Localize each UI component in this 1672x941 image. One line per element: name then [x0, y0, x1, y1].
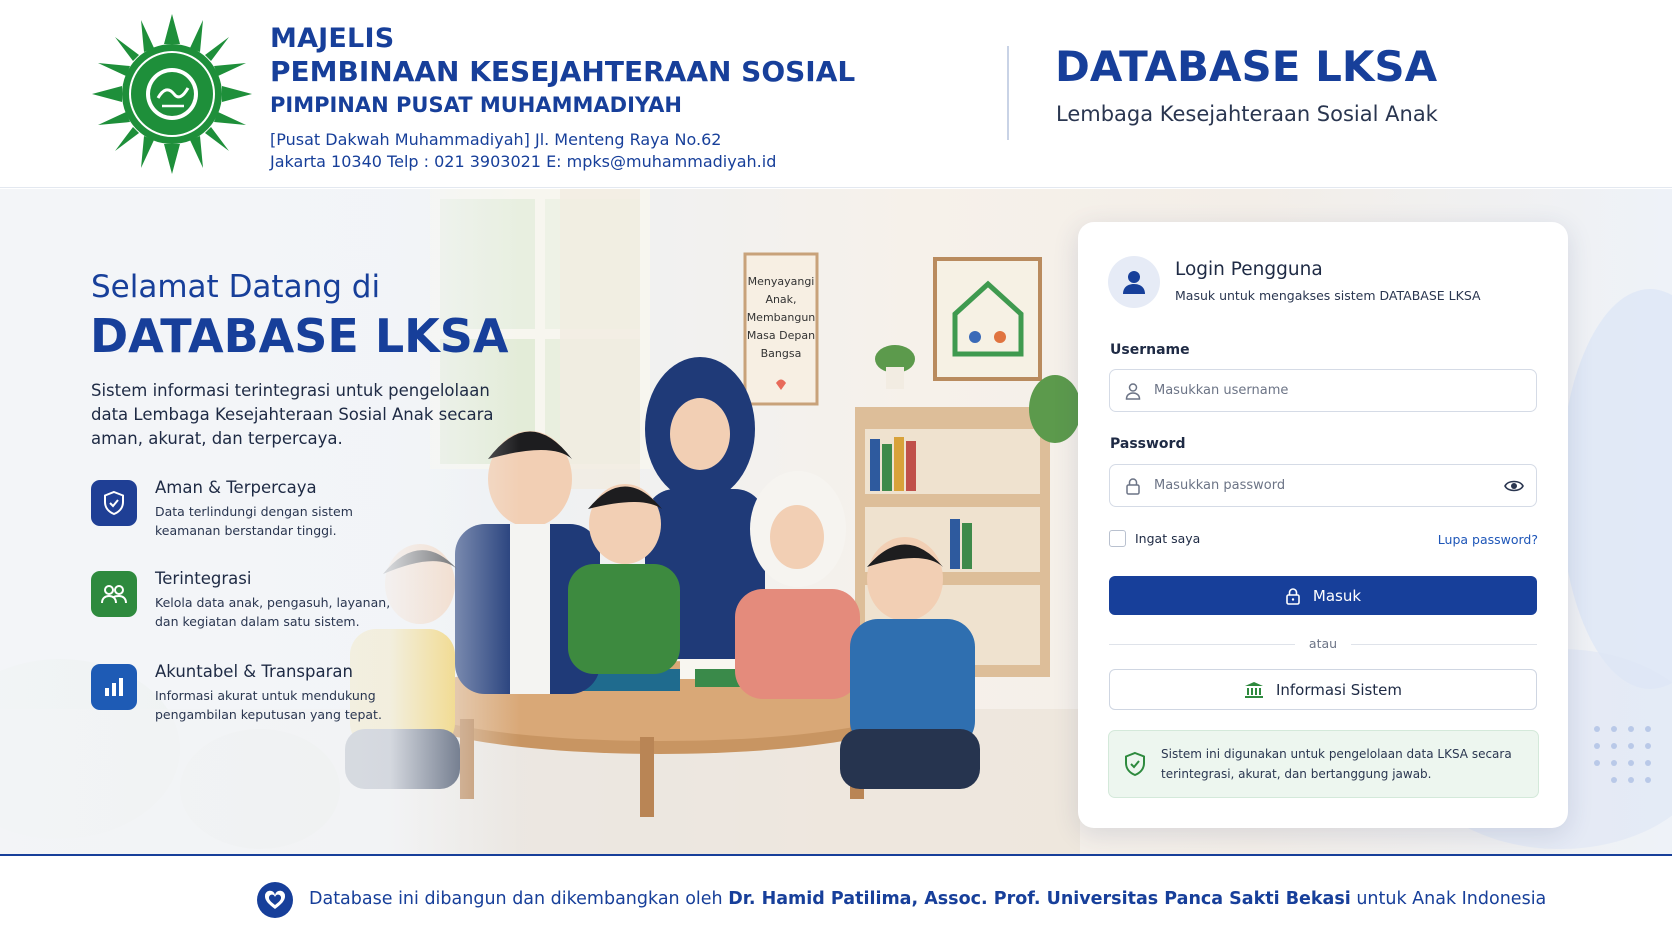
remember-checkbox[interactable] — [1109, 530, 1126, 547]
feature-desc: Informasi akurat untuk mendukung pengambilan keputusan yang tepat. — [155, 688, 382, 722]
header — [0, 0, 1672, 188]
username-field[interactable] — [1109, 369, 1537, 412]
feature-accountable — [91, 662, 471, 726]
bank-icon — [1244, 681, 1264, 699]
organization-info — [270, 22, 855, 173]
forgot-password-link[interactable]: Lupa password? — [1437, 532, 1538, 547]
info-notice — [1108, 730, 1539, 798]
app-title: DATABASE LKSA — [1055, 42, 1438, 91]
username-label: Username — [1110, 342, 1190, 358]
or-divider — [1109, 636, 1537, 652]
login-title: Login Pengguna — [1175, 259, 1323, 280]
org-name-line1: MAJELIS — [270, 23, 395, 54]
or-text: atau — [1308, 636, 1338, 651]
poster-text-line2: Anak, — [765, 293, 797, 306]
welcome-description: Sistem informasi terintegrasi untuk pengelolaan data Lembaga Kesejahteraan Sosial Anak secara aman, akurat, dan terpercaya. — [91, 381, 494, 448]
muhammadiyah-logo — [92, 14, 252, 174]
password-field[interactable] — [1109, 464, 1537, 507]
shield-check-icon — [1123, 751, 1147, 777]
login-button-label: Masuk — [1312, 586, 1362, 605]
address-line1: [Pusat Dakwah Muhammadiyah] Jl. Menteng Raya No.62 — [270, 130, 722, 149]
footer-suffix: untuk Anak Indonesia — [1350, 889, 1547, 909]
feature-integrated — [91, 569, 471, 633]
app-subtitle: Lembaga Kesejahteraan Sosial Anak — [1056, 102, 1438, 126]
footer — [0, 854, 1672, 941]
welcome-title: DATABASE LKSA — [90, 309, 509, 363]
remember-label: Ingat saya — [1135, 531, 1201, 546]
login-subtitle: Masuk untuk mengakses sistem DATABASE LKSA — [1175, 288, 1481, 303]
notice-text: Sistem ini digunakan untuk pengelolaan data LKSA secara terintegrasi, akurat, dan bertanggung jawab. — [1161, 747, 1512, 781]
password-label: Password — [1110, 436, 1186, 452]
user-avatar-icon — [1108, 256, 1160, 308]
header-divider — [1007, 46, 1009, 140]
shield-check-icon — [91, 480, 137, 526]
system-info-button[interactable] — [1109, 669, 1537, 710]
username-input[interactable] — [1154, 370, 1494, 411]
lock-icon — [1124, 477, 1142, 495]
org-name-line3: PIMPINAN PUSAT MUHAMMADIYAH — [270, 93, 682, 117]
poster-text-line3: Membangun — [746, 311, 816, 324]
address-line2: Jakarta 10340 Telp : 021 3903021 E: mpks@muhammadiyah.id — [270, 152, 777, 171]
lock-icon — [1285, 587, 1301, 605]
welcome-pretitle: Selamat Datang di — [91, 269, 381, 305]
bar-chart-icon — [91, 664, 137, 710]
feature-title: Aman & Terpercaya — [155, 478, 317, 497]
users-icon — [91, 571, 137, 617]
password-input[interactable] — [1154, 465, 1494, 506]
feature-desc: Kelola data anak, pengasuh, layanan, dan kegiatan dalam satu sistem. — [155, 595, 391, 629]
footer-author: Dr. Hamid Patilima, Assoc. Prof. Universitas Panca Sakti Bekasi — [728, 889, 1351, 909]
eye-icon[interactable] — [1504, 477, 1524, 495]
feature-secure — [91, 478, 471, 542]
system-info-label: Informasi Sistem — [1275, 680, 1403, 699]
login-button[interactable] — [1109, 576, 1537, 615]
heart-hands-icon — [256, 881, 294, 919]
footer-credit — [309, 889, 1546, 909]
user-icon — [1124, 382, 1142, 400]
org-name-line2: PEMBINAAN KESEJAHTERAAN SOSIAL — [270, 55, 856, 88]
footer-prefix: Database ini dibangun dan dikembangkan oleh — [309, 889, 729, 909]
poster-text-line4: Masa Depan — [746, 329, 816, 342]
org-address — [270, 129, 855, 173]
poster-text-line1: Menyayangi — [747, 275, 815, 288]
feature-desc: Data terlindungi dengan sistem keamanan berstandar tinggi. — [155, 504, 353, 538]
login-card — [1078, 222, 1568, 828]
feature-title: Akuntabel & Transparan — [155, 662, 353, 681]
feature-title: Terintegrasi — [155, 569, 252, 588]
remember-me[interactable] — [1109, 530, 1200, 547]
poster-text-line5: Bangsa — [760, 347, 802, 360]
